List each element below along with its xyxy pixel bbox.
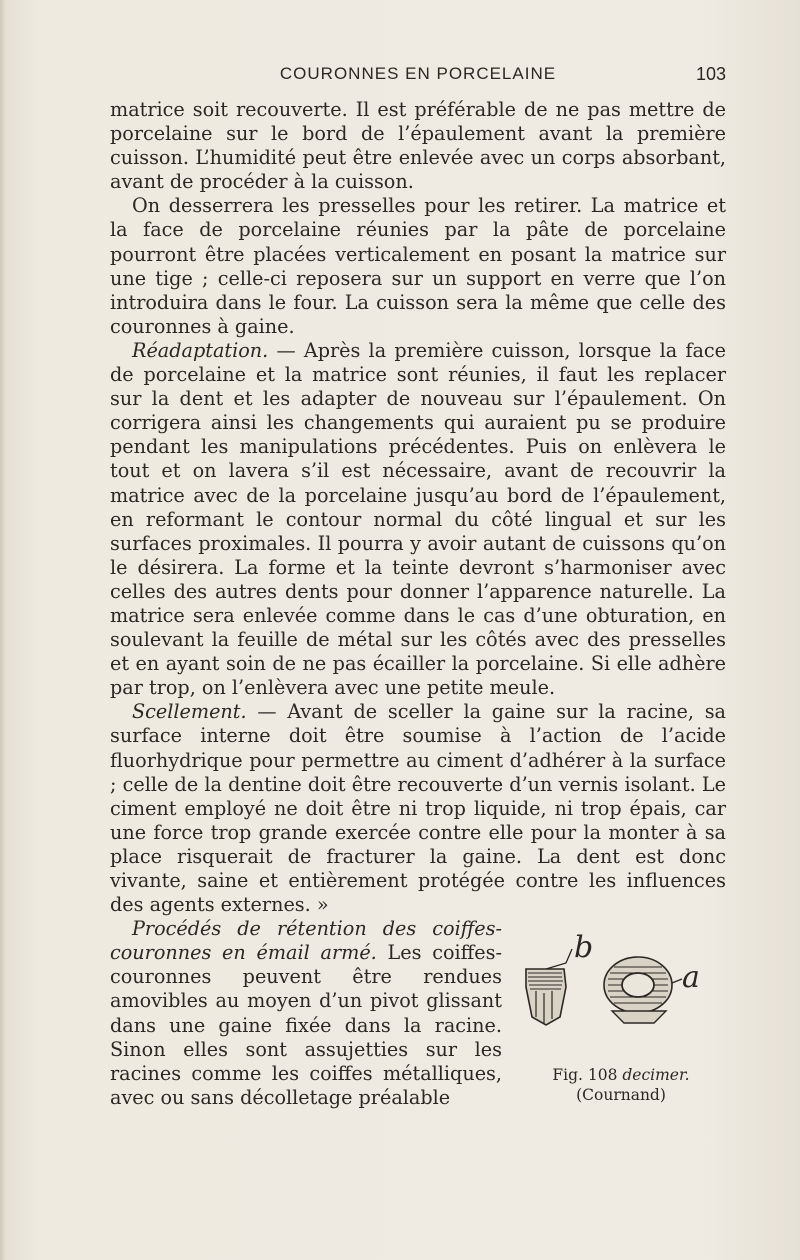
figure-caption [516,1065,726,1105]
figure-author: decimer. [622,1066,690,1085]
body-text [110,98,726,1125]
paragraph-readaptation [110,339,726,700]
section-heading-readaptation: Réadaptation. [132,338,269,362]
figure-source: (Cournand) [576,1086,666,1105]
paragraph-readaptation-text: — Après la première cuisson, lorsque la face de porcelaine et la matrice sont réunies, il faut les replacer sur la dent et les adapter de nouveau sur l’épaulement. On corrigera ainsi les changements qui auraient pu se produire pendant les manipulations précédentes. Puis on enlèvera le tout et on lavera s’il est nécessaire, avant de recouvrir la matrice avec de la porcelaine jusqu’au bord de l’épaulement, en reformant le contour normal du côté lingual et sur les surfaces proximales. Il pourra y avoir autant de cuissons qu’on le désirera. La forme et la teinte devront s’harmoniser avec celles des autres dents pour donner l’apparence naturelle. La matrice sera enlevée comme dans le cas d’une obturation, en soulevant la feuille de métal sur les côtés avec des presselles et en ayant soin de ne pas écailler la porcelaine. Si elle adhère par trop, on l’enlèvera avec une petite meule. [110,338,726,700]
figure-label-b: b [574,930,594,966]
tooth-crown-illustration [516,927,726,1067]
figure-label-a: a [682,960,700,996]
page-edge-shadow [0,0,6,1260]
paragraph-scellement-text: — Avant de sceller la gaine sur la racine, sa surface interne doit être soumise à l’action de l’acide fluorhydrique pour permettre au ciment d’adhérer à la surface ; celle de la dentine doit être recouverte d’un vernis isolant. Le ciment employé ne doit être ni trop liquide, ni trop épais, car une force trop grande exercée contre elle pour la monter à sa place risquerait de fracturer la gaine. La dent est donc vivante, saine et entièrement protégée contre les influences des agents externes. » [110,700,726,917]
paragraph-scellement [110,700,726,917]
paragraph-procedes-text: Les coiffes-couronnes peuvent être rendues amovibles au moyen d’un pivot glissant dans une gaine fixée dans la racine. Sinon elles sont assujetties sur les racines comme les coiffes métalliques, avec ou sans décolletage préalable [110,941,502,1109]
paragraph-2: On desserrera les presselles pour les retirer. La matrice et la face de porcelaine réunies par la pâte de porcelaine pourront être placées verticalement en posant la matrice sur une tige ; celle-ci reposera sur un support en verre que l’on introduira dans le four. La cuisson sera la même que celle des couronnes à gaine. [110,194,726,338]
figure-108 [516,927,726,1125]
figure-number: Fig. 108 [552,1066,618,1085]
running-title: COURONNES EN PORCELAINE [279,64,557,83]
paragraph-1: matrice soit recouverte. Il est préférable de ne pas mettre de porcelaine sur le bord de l’épaulement avant la première cuisson. L’humidité peut être enlevée avec un corps absorbant, avant de procéder à la cuisson. [110,98,726,194]
page-header [110,62,726,90]
page-number: 103 [695,64,726,84]
section-heading-scellement: Scellement. [132,700,247,724]
section-heading-procedes: Procédés de rétention des coiffes-couronnes en émail armé. [110,917,502,965]
